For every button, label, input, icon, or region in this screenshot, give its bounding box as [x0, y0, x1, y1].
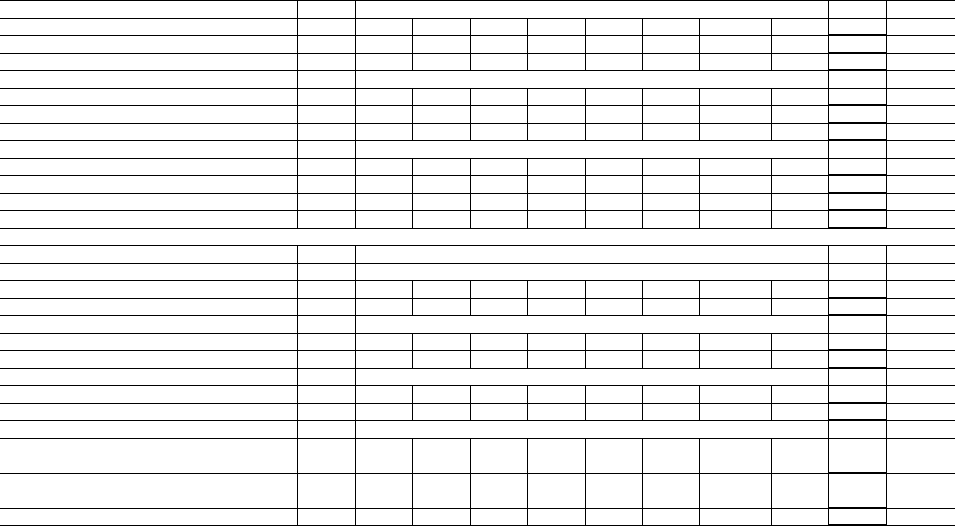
row-divider [0, 88, 955, 89]
column-divider [886, 175, 887, 193]
column-divider [527, 88, 528, 106]
column-divider [886, 245, 887, 263]
row-divider [0, 35, 955, 36]
column-divider [699, 88, 700, 106]
column-divider [771, 123, 772, 141]
column-divider [297, 245, 298, 263]
column-divider [642, 298, 643, 316]
column-divider [355, 158, 356, 176]
column-divider [412, 175, 413, 193]
column-divider [470, 123, 471, 141]
column-divider [828, 473, 829, 508]
column-divider [828, 280, 829, 298]
column-divider [297, 385, 298, 403]
column-divider [412, 403, 413, 421]
column-divider [355, 508, 356, 526]
row-divider [0, 280, 955, 281]
column-divider [771, 333, 772, 351]
column-divider [297, 263, 298, 281]
column-divider [886, 70, 887, 88]
column-divider [585, 385, 586, 403]
column-divider [699, 105, 700, 123]
column-divider [355, 193, 356, 211]
column-divider [527, 333, 528, 351]
column-divider [642, 35, 643, 53]
column-divider [642, 88, 643, 106]
column-divider [585, 158, 586, 176]
column-divider [886, 158, 887, 176]
column-divider [355, 123, 356, 141]
column-divider [527, 175, 528, 193]
column-divider [886, 350, 887, 368]
column-divider [355, 53, 356, 71]
row-divider [0, 438, 955, 439]
column-divider [886, 88, 887, 106]
column-divider [886, 315, 887, 333]
column-divider [355, 438, 356, 473]
column-divider [642, 473, 643, 508]
column-divider [355, 420, 356, 438]
column-divider [355, 403, 356, 421]
column-divider [355, 0, 356, 18]
column-divider [886, 263, 887, 281]
column-divider [886, 333, 887, 351]
column-divider [412, 350, 413, 368]
column-divider [412, 438, 413, 473]
column-divider [699, 158, 700, 176]
row-divider [0, 228, 955, 229]
column-divider [828, 245, 829, 263]
column-divider [470, 298, 471, 316]
column-divider [828, 368, 829, 386]
column-divider [412, 193, 413, 211]
column-divider [886, 123, 887, 141]
column-divider [886, 420, 887, 438]
column-divider [412, 298, 413, 316]
column-divider [585, 193, 586, 211]
column-divider [470, 280, 471, 298]
column-divider [355, 280, 356, 298]
column-divider [886, 368, 887, 386]
column-divider [297, 315, 298, 333]
column-divider [886, 473, 887, 508]
column-divider [412, 88, 413, 106]
column-divider [828, 0, 829, 18]
column-divider [355, 70, 356, 88]
column-divider [642, 193, 643, 211]
column-divider [771, 35, 772, 53]
column-divider [585, 18, 586, 36]
column-divider [771, 438, 772, 473]
column-divider [527, 158, 528, 176]
column-divider [642, 18, 643, 36]
column-divider [297, 35, 298, 53]
column-divider [828, 140, 829, 158]
column-divider [585, 105, 586, 123]
column-divider [642, 158, 643, 176]
column-divider [297, 350, 298, 368]
column-divider [699, 53, 700, 71]
column-divider [699, 508, 700, 526]
column-divider [297, 158, 298, 176]
column-divider [771, 193, 772, 211]
column-divider [470, 438, 471, 473]
column-divider [771, 298, 772, 316]
column-divider [886, 385, 887, 403]
column-divider [585, 53, 586, 71]
column-divider [642, 438, 643, 473]
column-divider [585, 333, 586, 351]
column-divider [699, 333, 700, 351]
row-divider [0, 298, 955, 299]
column-divider [297, 438, 298, 473]
column-divider [585, 298, 586, 316]
column-divider [828, 210, 829, 228]
column-divider [828, 53, 829, 71]
column-divider [585, 473, 586, 508]
column-divider [527, 298, 528, 316]
column-divider [297, 508, 298, 526]
row-divider [0, 140, 955, 141]
column-divider [585, 438, 586, 473]
column-divider [642, 53, 643, 71]
column-divider [470, 350, 471, 368]
column-divider [828, 193, 829, 211]
column-divider [699, 210, 700, 228]
column-divider [886, 35, 887, 53]
column-divider [699, 175, 700, 193]
column-divider [828, 175, 829, 193]
column-divider [527, 473, 528, 508]
column-divider [412, 53, 413, 71]
column-divider [642, 123, 643, 141]
column-divider [585, 210, 586, 228]
column-divider [886, 280, 887, 298]
column-divider [355, 140, 356, 158]
column-divider [527, 385, 528, 403]
column-divider [527, 105, 528, 123]
column-divider [585, 350, 586, 368]
column-divider [297, 280, 298, 298]
column-divider [886, 298, 887, 316]
column-divider [470, 333, 471, 351]
column-divider [297, 123, 298, 141]
column-divider [297, 333, 298, 351]
row-divider [0, 210, 955, 211]
column-divider [886, 18, 887, 36]
column-divider [699, 438, 700, 473]
row-divider [0, 245, 955, 246]
column-divider [771, 158, 772, 176]
column-divider [585, 280, 586, 298]
column-divider [699, 403, 700, 421]
column-divider [585, 123, 586, 141]
column-divider [527, 53, 528, 71]
column-divider [771, 105, 772, 123]
column-divider [771, 350, 772, 368]
column-divider [642, 210, 643, 228]
column-divider [585, 403, 586, 421]
column-divider [527, 193, 528, 211]
column-divider [642, 280, 643, 298]
column-divider [828, 88, 829, 106]
column-divider [297, 105, 298, 123]
column-divider [828, 508, 829, 526]
column-divider [828, 420, 829, 438]
column-divider [828, 158, 829, 176]
column-divider [642, 350, 643, 368]
column-divider [642, 333, 643, 351]
column-divider [699, 280, 700, 298]
row-divider [0, 105, 955, 106]
column-divider [355, 105, 356, 123]
column-divider [412, 508, 413, 526]
column-divider [527, 438, 528, 473]
column-divider [771, 473, 772, 508]
row-divider [0, 175, 955, 176]
column-divider [886, 210, 887, 228]
column-divider [412, 280, 413, 298]
row-divider [0, 0, 955, 1]
column-divider [699, 193, 700, 211]
column-divider [470, 35, 471, 53]
column-divider [297, 420, 298, 438]
column-divider [412, 35, 413, 53]
column-divider [355, 298, 356, 316]
row-divider [0, 18, 955, 19]
column-divider [585, 88, 586, 106]
column-divider [771, 175, 772, 193]
column-divider [699, 350, 700, 368]
column-divider [412, 385, 413, 403]
row-divider [0, 350, 955, 351]
column-divider [771, 88, 772, 106]
column-divider [886, 193, 887, 211]
column-divider [527, 35, 528, 53]
column-divider [297, 298, 298, 316]
column-divider [297, 193, 298, 211]
column-divider [412, 158, 413, 176]
column-divider [297, 210, 298, 228]
column-divider [412, 105, 413, 123]
column-divider [470, 473, 471, 508]
column-divider [771, 280, 772, 298]
column-divider [828, 403, 829, 421]
column-divider [585, 508, 586, 526]
column-divider [828, 70, 829, 88]
column-divider [412, 473, 413, 508]
row-divider [0, 315, 955, 316]
column-divider [470, 158, 471, 176]
column-divider [470, 508, 471, 526]
column-divider [470, 53, 471, 71]
column-divider [355, 245, 356, 263]
column-divider [527, 123, 528, 141]
row-divider [0, 333, 955, 334]
column-divider [470, 210, 471, 228]
column-divider [886, 53, 887, 71]
column-divider [771, 385, 772, 403]
column-divider [642, 105, 643, 123]
column-divider [470, 403, 471, 421]
column-divider [642, 175, 643, 193]
column-divider [699, 298, 700, 316]
row-divider [0, 193, 955, 194]
column-divider [828, 438, 829, 473]
column-divider [828, 263, 829, 281]
row-divider [0, 403, 955, 404]
row-divider [0, 420, 955, 421]
column-divider [297, 88, 298, 106]
column-divider [886, 403, 887, 421]
column-divider [585, 175, 586, 193]
column-divider [297, 18, 298, 36]
column-divider [355, 210, 356, 228]
column-divider [297, 368, 298, 386]
column-divider [470, 105, 471, 123]
row-divider [0, 263, 955, 264]
column-divider [771, 53, 772, 71]
column-divider [699, 35, 700, 53]
row-divider [0, 508, 955, 509]
column-divider [828, 333, 829, 351]
column-divider [527, 280, 528, 298]
column-divider [527, 403, 528, 421]
column-divider [355, 88, 356, 106]
column-divider [828, 123, 829, 141]
column-divider [297, 473, 298, 508]
column-divider [771, 210, 772, 228]
row-divider [0, 53, 955, 54]
row-divider [0, 473, 955, 474]
column-divider [297, 53, 298, 71]
column-divider [355, 473, 356, 508]
column-divider [355, 350, 356, 368]
column-divider [412, 18, 413, 36]
column-divider [886, 105, 887, 123]
column-divider [412, 210, 413, 228]
column-divider [527, 18, 528, 36]
column-divider [297, 403, 298, 421]
column-divider [828, 35, 829, 53]
column-divider [355, 35, 356, 53]
column-divider [886, 508, 887, 526]
column-divider [699, 123, 700, 141]
column-divider [355, 385, 356, 403]
column-divider [642, 403, 643, 421]
column-divider [828, 350, 829, 368]
column-divider [828, 315, 829, 333]
row-divider [0, 70, 955, 71]
column-divider [699, 385, 700, 403]
row-divider [0, 158, 955, 159]
column-divider [886, 0, 887, 18]
column-divider [585, 35, 586, 53]
row-divider [0, 385, 955, 386]
column-divider [886, 438, 887, 473]
column-divider [297, 0, 298, 18]
column-divider [527, 210, 528, 228]
column-divider [355, 333, 356, 351]
column-divider [297, 140, 298, 158]
column-divider [699, 18, 700, 36]
column-divider [355, 368, 356, 386]
column-divider [355, 175, 356, 193]
column-divider [828, 385, 829, 403]
column-divider [642, 508, 643, 526]
row-divider [0, 368, 955, 369]
column-divider [828, 18, 829, 36]
column-divider [355, 315, 356, 333]
column-divider [355, 18, 356, 36]
column-divider [699, 473, 700, 508]
column-divider [527, 508, 528, 526]
column-divider [412, 333, 413, 351]
column-divider [527, 350, 528, 368]
column-divider [297, 175, 298, 193]
column-divider [355, 263, 356, 281]
column-divider [470, 385, 471, 403]
column-divider [886, 140, 887, 158]
column-divider [828, 105, 829, 123]
column-divider [771, 508, 772, 526]
column-divider [828, 298, 829, 316]
column-divider [470, 193, 471, 211]
column-divider [642, 385, 643, 403]
column-divider [470, 18, 471, 36]
column-divider [470, 88, 471, 106]
row-divider [0, 123, 955, 124]
column-divider [771, 18, 772, 36]
column-divider [412, 123, 413, 141]
column-divider [470, 175, 471, 193]
column-divider [297, 70, 298, 88]
column-divider [771, 403, 772, 421]
